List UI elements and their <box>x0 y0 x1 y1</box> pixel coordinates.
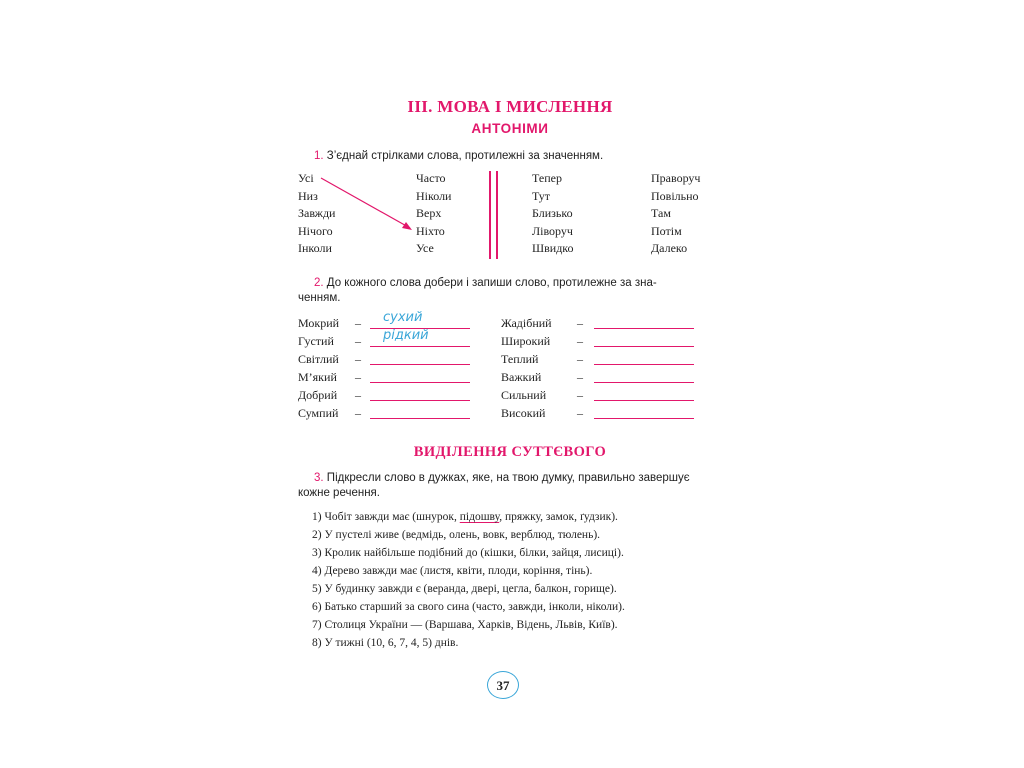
word[interactable]: Близько <box>532 206 573 220</box>
word[interactable]: Завжди <box>298 206 336 220</box>
dash: – <box>355 352 361 366</box>
handwritten-answer: рідкий <box>383 328 429 343</box>
task2-word: Важкий <box>501 370 542 384</box>
page-number: 37 <box>487 671 519 699</box>
answer-line[interactable] <box>370 400 470 401</box>
word[interactable]: Інколи <box>298 241 332 255</box>
word[interactable]: Низ <box>298 188 318 203</box>
word[interactable]: Усі <box>298 171 314 185</box>
dash: – <box>355 406 361 420</box>
word[interactable]: Тут <box>532 188 550 203</box>
sentence[interactable]: 7) Столиця України — (Варшава, Харків, Відень, Львів, Київ). <box>312 619 618 631</box>
handwritten-answer: сухий <box>383 310 423 325</box>
dash: – <box>577 352 583 366</box>
task2-instruction <box>314 276 714 291</box>
task2-word: Мокрий <box>298 316 340 330</box>
underlined-answer[interactable]: підошву <box>459 511 500 523</box>
task2-word: Високий <box>501 406 546 420</box>
task2-instruction-line2: ченням. <box>298 292 341 304</box>
word[interactable]: Швидко <box>532 241 574 255</box>
task3-number: 3. <box>314 472 324 484</box>
answer-line[interactable] <box>370 382 470 383</box>
sentence <box>312 508 618 526</box>
task2-word: Широкий <box>501 334 551 348</box>
word[interactable]: Часто <box>416 171 446 185</box>
sentence[interactable]: 5) У будинку завжди є (веранда, двері, цегла, балкон, горище). <box>312 583 617 595</box>
topic-heading: АНТОНІМИ <box>471 121 549 136</box>
task2-word: Сумпий <box>298 406 339 420</box>
task2-word: Світлий <box>298 352 339 366</box>
answer-line[interactable] <box>594 400 694 401</box>
task1-text: З’єднай стрілками слова, протилежні за значенням. <box>326 150 604 162</box>
sentence[interactable]: 3) Кролик найбільше подібний до (кішки, білки, зайця, лисиці). <box>312 547 624 559</box>
dash: – <box>577 316 583 330</box>
word[interactable]: Ліворуч <box>532 223 573 238</box>
sentence[interactable]: 8) У тижні (10, 6, 7, 4, 5) днів. <box>312 637 459 649</box>
word[interactable]: Повільно <box>651 188 699 203</box>
task1-number: 1. <box>314 150 324 162</box>
task2-word: Теплий <box>501 352 539 366</box>
sentence-text: , пряжку, замок, ґудзик). <box>499 511 618 523</box>
word[interactable]: Верх <box>416 206 442 220</box>
answer-line[interactable] <box>594 328 694 329</box>
answer-line[interactable] <box>594 418 694 419</box>
task3-instruction <box>314 471 690 486</box>
dash: – <box>355 316 361 330</box>
dash: – <box>355 370 361 384</box>
dash: – <box>355 334 361 348</box>
task2-word: Сильний <box>501 388 547 402</box>
dash: – <box>577 388 583 402</box>
word[interactable]: Потім <box>651 223 682 238</box>
task2-word: Густий <box>298 334 334 348</box>
word[interactable]: Усе <box>416 241 434 255</box>
word[interactable]: Там <box>651 206 671 220</box>
task2-number: 2. <box>314 277 324 289</box>
task2-word: Жадібний <box>501 316 552 330</box>
task3-line1: Підкресли слово в дужках, яке, на твою думку, правильно завершує <box>326 472 690 484</box>
answer-line[interactable] <box>370 418 470 419</box>
answer-line[interactable] <box>594 364 694 365</box>
sentence[interactable]: 6) Батько старший за свого сина (часто, завжди, інколи, ніколи). <box>312 601 625 613</box>
dash: – <box>577 406 583 420</box>
sentence-text: 1) Чобіт завжди має (шнурок, <box>312 511 460 523</box>
word[interactable]: Праворуч <box>651 171 701 185</box>
word[interactable]: Тепер <box>532 171 562 185</box>
task2-line1: До кожного слова добери і запиши слово, протилежне за зна- <box>326 277 657 289</box>
dash: – <box>355 388 361 402</box>
word[interactable]: Нічого <box>298 223 333 238</box>
task2-word: М’який <box>298 370 337 384</box>
task2-word: Добрий <box>298 388 338 402</box>
section-heading: ВИДІЛЕННЯ СУТТЄВОГО <box>413 444 607 460</box>
task3-instruction-line2: кожне речення. <box>298 487 380 499</box>
answer-line[interactable] <box>370 364 470 365</box>
word[interactable]: Далеко <box>651 241 688 255</box>
dash: – <box>577 370 583 384</box>
word[interactable]: Ніколи <box>416 188 452 203</box>
answer-line[interactable] <box>594 346 694 347</box>
word[interactable]: Ніхто <box>416 223 445 238</box>
answer-line[interactable] <box>370 346 470 347</box>
sentence[interactable]: 2) У пустелі живе (ведмідь, олень, вовк, верблюд, тюлень). <box>312 529 601 541</box>
sentence[interactable]: 4) Дерево завжди має (листя, квіти, плоди, коріння, тінь). <box>312 565 593 577</box>
dash: – <box>577 334 583 348</box>
answer-line[interactable] <box>594 382 694 383</box>
chapter-heading: ІІІ. МОВА І МИСЛЕННЯ <box>407 97 613 116</box>
